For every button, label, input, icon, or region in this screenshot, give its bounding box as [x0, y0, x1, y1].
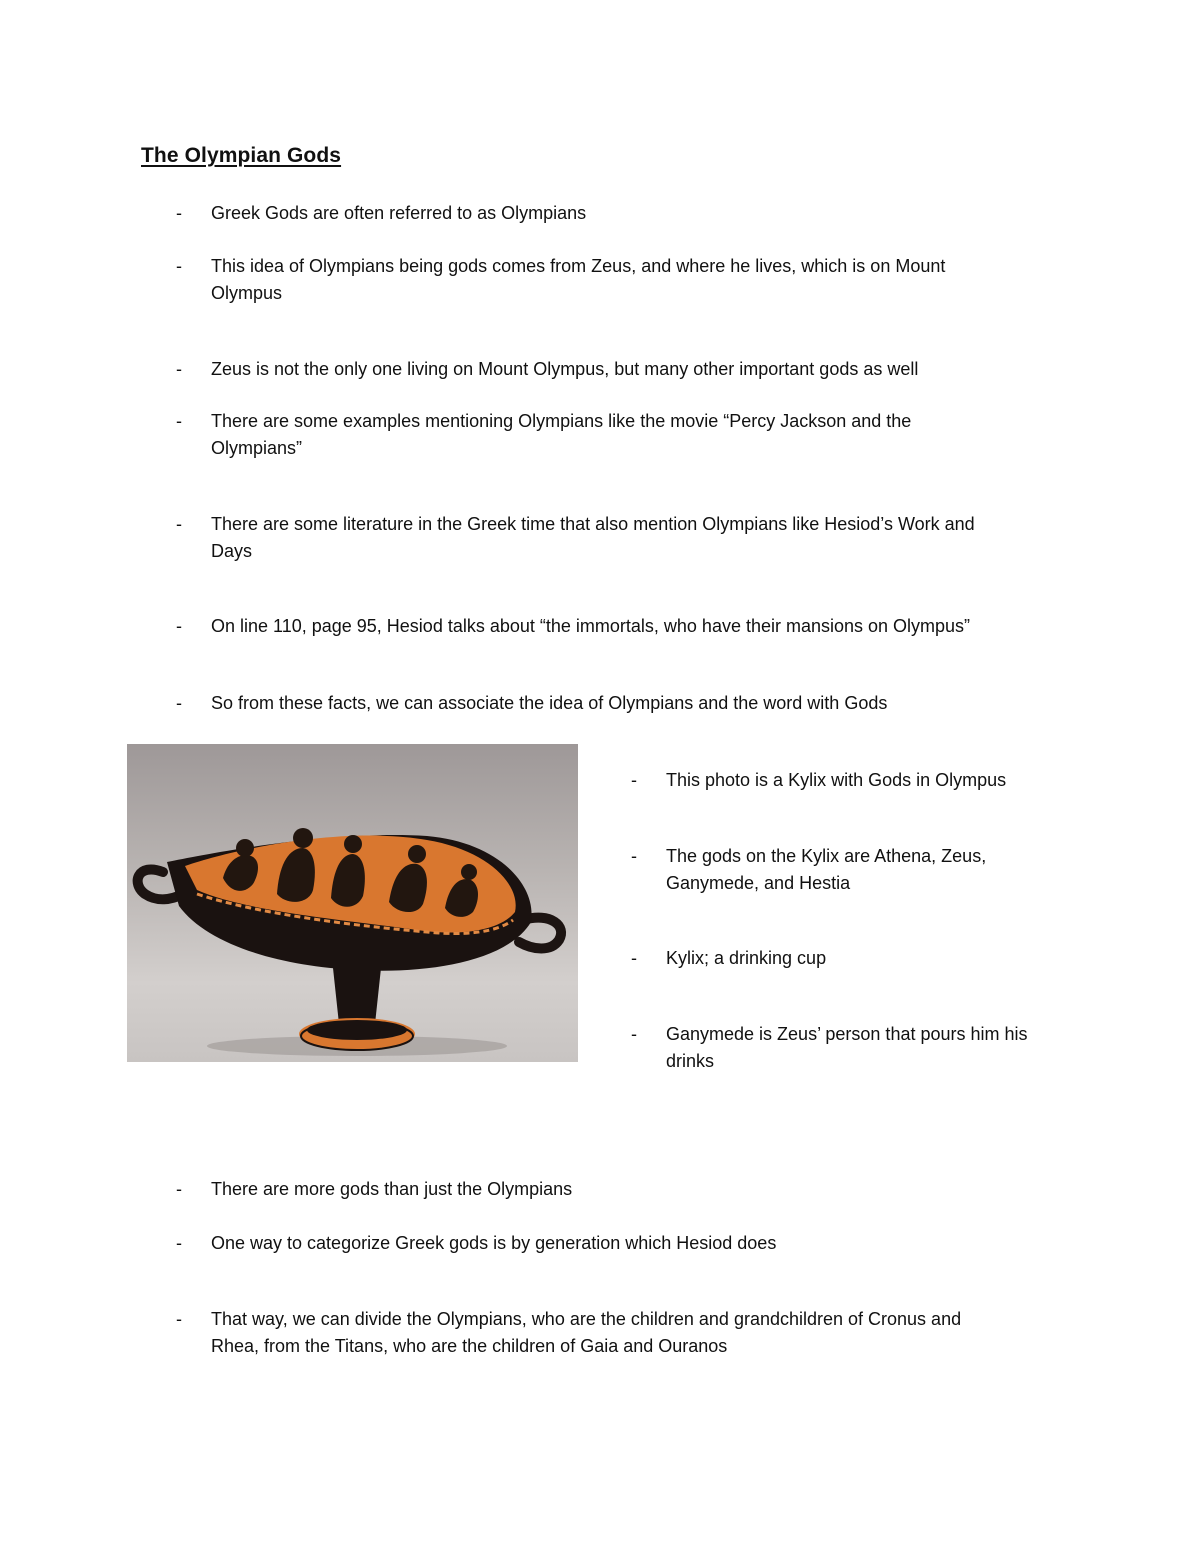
bullet-text: On line 110, page 95, Hesiod talks about “the immortals, who have their mansions on Olympus” — [211, 616, 971, 636]
bullet-text: One way to categorize Greek gods is by generation which Hesiod does — [211, 1233, 777, 1253]
bullet-text: Zeus is not the only one living on Mount Olympus, but many other important gods as well — [211, 359, 919, 379]
bullet-dash: - — [176, 616, 182, 636]
bullet-text: There are some examples mentioning Olympians like the movie “Percy Jackson and the Olympians” — [211, 411, 912, 458]
bullet-dash: - — [176, 203, 182, 223]
bullet-text: Ganymede is Zeus’ person that pours him his drinks — [666, 1024, 1028, 1071]
bullet-text: This photo is a Kylix with Gods in Olympus — [666, 770, 1007, 790]
bullet-dash: - — [176, 359, 182, 379]
bullet-dash: - — [176, 411, 182, 431]
bullet-dash: - — [176, 256, 182, 276]
bullet-text: That way, we can divide the Olympians, who are the children and grandchildren of Cronus and Rhea, from the Titans, who are the children of Gaia and Ouranos — [211, 1309, 962, 1356]
bullet-dash: - — [631, 1024, 637, 1044]
kylix-photo — [127, 744, 578, 1062]
bullet-text: Kylix; a drinking cup — [666, 948, 827, 968]
kylix-illustration — [127, 744, 578, 1062]
bullet-dash: - — [176, 1179, 182, 1199]
bullet-dash: - — [631, 770, 637, 790]
bullet-text: So from these facts, we can associate the idea of Olympians and the word with Gods — [211, 693, 888, 713]
bullet-dash: - — [631, 948, 637, 968]
bullet-text: There are some literature in the Greek time that also mention Olympians like Hesiod’s Work and Days — [211, 514, 975, 561]
page-title: The Olympian Gods — [141, 144, 342, 167]
bullet-dash: - — [176, 514, 182, 534]
bullet-text: Greek Gods are often referred to as Olympians — [211, 203, 587, 223]
bullet-dash: - — [176, 693, 182, 713]
bullet-text: There are more gods than just the Olympians — [211, 1179, 573, 1199]
bullet-dash: - — [631, 846, 637, 866]
bullet-dash: - — [176, 1233, 182, 1253]
bullet-dash: - — [176, 1309, 182, 1329]
bullet-text: This idea of Olympians being gods comes from Zeus, and where he lives, which is on Mount Olympus — [211, 256, 946, 303]
bullet-text: The gods on the Kylix are Athena, Zeus, Ganymede, and Hestia — [666, 846, 987, 893]
